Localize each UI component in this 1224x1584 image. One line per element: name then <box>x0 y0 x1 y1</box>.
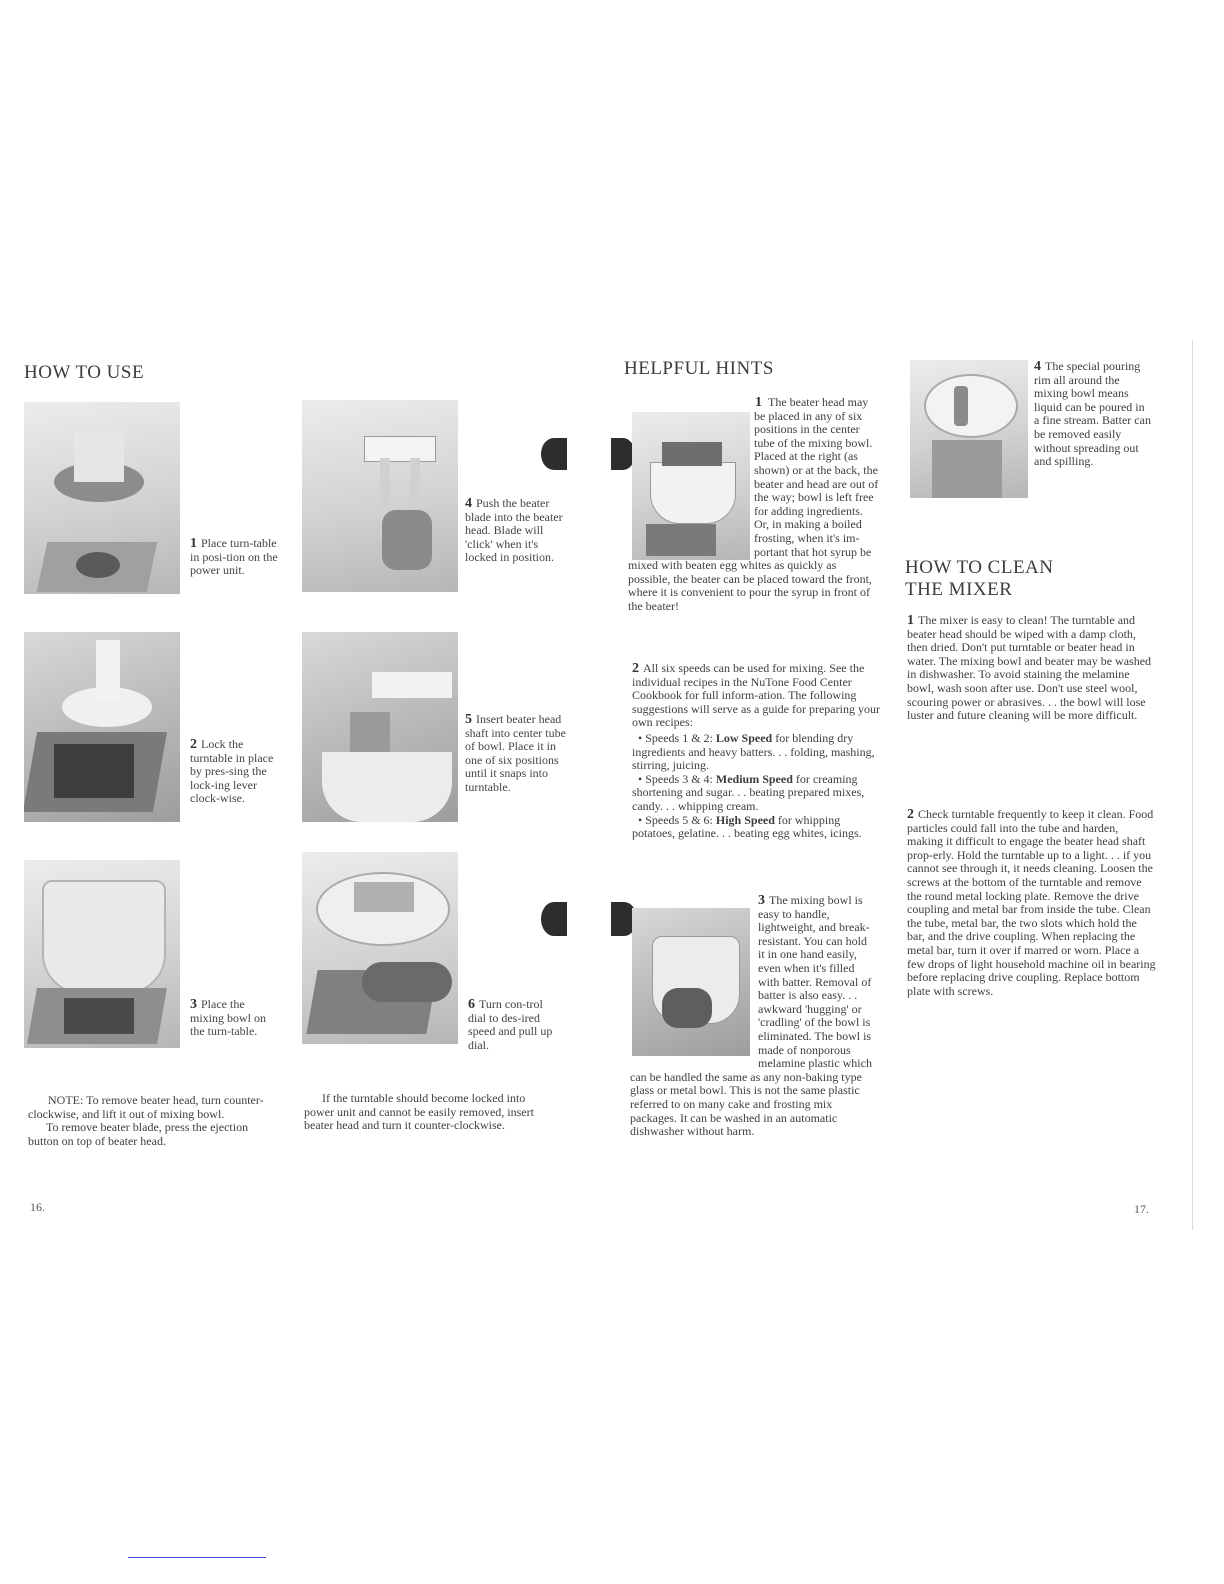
step-number: 2 <box>190 737 197 752</box>
step-1-caption <box>190 537 280 578</box>
how-to-clean-heading <box>905 557 1054 601</box>
clean-number: 1 <box>907 613 914 628</box>
page-edge-line <box>1192 340 1193 1230</box>
note-text: To remove beater head, turn counter-clockwise, and lift it out of mixing bowl. <box>28 1093 264 1121</box>
hint-number: 3 <box>758 893 765 908</box>
page-number-left: 16. <box>30 1200 45 1214</box>
step-1-photo <box>24 402 180 594</box>
step-number: 6 <box>468 997 475 1012</box>
hint-number: 1 <box>755 395 762 410</box>
how-to-use-heading: HOW TO USE <box>24 362 145 383</box>
clean-number: 2 <box>907 807 914 822</box>
hint-2-paragraph <box>632 662 882 841</box>
clean-2-paragraph <box>907 808 1157 998</box>
step-number: 4 <box>465 496 472 511</box>
step-6-caption <box>468 998 563 1052</box>
hint-4-text: The special pouring rim all around the mixing bowl means liquid can be poured in a fine stream. Batter can be removed easily without spreading out and spilling. <box>1034 359 1151 469</box>
turntable-note: If the turntable should become locked into power unit and cannot be easily removed, insert beater head and turn it counter-clockwise. <box>304 1091 534 1133</box>
hint-1-text: The beater head may be placed in any of six positions in the center tube of the mixing bowl. Placed at the right (as shown) or at the back, the beater and head are out of the way; bowl is left free for adding ingredients. Or, in making a boiled frosting, when it's im-portant that hot syrup be mixed with beaten egg whites as quickly as possible, the beater can be placed toward the front, where it is convenient to pour the syrup in front of the beater! <box>628 395 879 613</box>
note-text-2: To remove beater blade, press the ejection button on top of beater head. <box>28 1120 249 1148</box>
step-text: Turn con-trol dial to des-ired speed and pull up dial. <box>468 997 553 1052</box>
clean-1-paragraph <box>907 614 1157 723</box>
step-number: 3 <box>190 997 197 1012</box>
step-text: Insert beater head shaft into center tube of bowl. Place it in one of six positions until it snaps into turntable. <box>465 712 566 794</box>
hint-1-paragraph <box>628 396 880 614</box>
speed-item: • Speeds 1 & 2: Low Speed for blending dry ingredients and heavy batters. . . folding, mashing, stirring, juicing. <box>632 730 875 773</box>
step-number: 5 <box>465 712 472 727</box>
step-5-photo <box>302 632 458 822</box>
hint-4-paragraph <box>1034 360 1152 469</box>
step-5-caption <box>465 713 567 795</box>
step-text: Push the beater blade into the beater head. Blade will 'click' when it's locked in position. <box>465 496 563 565</box>
heading-line: THE MIXER <box>905 579 1013 600</box>
step-text: Place the mixing bowl on the turn-table. <box>190 997 267 1039</box>
heading-line: HOW TO CLEAN <box>905 557 1054 578</box>
step-2-photo <box>24 632 180 822</box>
clean-1-text: The mixer is easy to clean! The turntable and beater head should be wiped with a damp cloth, then dried. Don't put turntable or beater head in water. The mixing bowl and beater may be washed in dishwasher. To avoid staining the melamine bowl, wash soon after use. Don't use steel wool, scouring power or abrasives. . . the bowl will lose luster and future cleaning will be more difficult. <box>907 613 1152 723</box>
page-number-right: 17. <box>1134 1202 1149 1216</box>
hint-3-paragraph <box>630 894 876 1139</box>
helpful-hints-heading: HELPFUL HINTS <box>624 358 774 379</box>
step-2-caption <box>190 738 285 806</box>
note-block <box>28 1094 268 1148</box>
hint-3-text: The mixing bowl is easy to handle, lightweight, and break-resistant. You can hold it in one hand easily, even when it's filled with batter. Removal of batter is also easy. . . awkward 'hugging' or 'cradling' of the bowl is eliminated. The bowl is made of nonporous melamine plastic which can be handled the same as any non-baking type glass or metal bowl. This is not the same plastic referred to on many cake and frosting mix packages. It can be washed in an automatic dishwasher without harm. <box>630 893 872 1139</box>
note-label: NOTE: <box>48 1093 84 1107</box>
hint-4-photo <box>910 360 1028 498</box>
hint-2-text: All six speeds can be used for mixing. See the individual recipes in the NuTone Food Center Cookbook for full inform-ation. The following suggestions will serve as a guide for preparing your own recipes: <box>632 661 880 730</box>
hint-number: 2 <box>632 661 639 676</box>
step-number: 1 <box>190 536 197 551</box>
step-3-caption <box>190 998 280 1039</box>
clean-2-text: Check turntable frequently to keep it clean. Food particles could fall into the tube and harden, making it difficult to engage the beater head shaft prop-erly. Hold the turntable up to a light. . . if you cannot see through it, it needs cleaning. Loosen the screws at the bottom of the turntable and remove the round metal locking plate. Remove the drive coupling and metal bar from inside the tube. Clean the tube, metal bar, the two slots which hold the bar, and the drive coupling. When replacing the metal bar, turn it over if marred or worn. Place a few drops of light household machine oil in bearing before replacing drive coupling. Replace bottom plate with screws. <box>907 807 1156 998</box>
step-text: Lock the turntable in place by pres-sing the lock-ing lever clock-wise. <box>190 737 274 806</box>
hint-number: 4 <box>1034 359 1041 374</box>
step-4-caption <box>465 497 567 565</box>
binding-hole <box>541 902 567 936</box>
step-6-photo <box>302 852 458 1044</box>
step-4-photo <box>302 400 458 592</box>
blue-underline <box>128 1557 266 1558</box>
speed-item: • Speeds 3 & 4: Medium Speed for creaming shortening and sugar. . . beating prepared mixes, candy. . . whipping cream. <box>632 771 865 813</box>
step-text: Place turn-table in posi-tion on the power unit. <box>190 536 278 578</box>
speed-item: • Speeds 5 & 6: High Speed for whipping potatoes, gelatine. . . beating egg whites, icings. <box>632 812 862 841</box>
binding-hole <box>541 438 567 470</box>
step-3-photo <box>24 860 180 1048</box>
